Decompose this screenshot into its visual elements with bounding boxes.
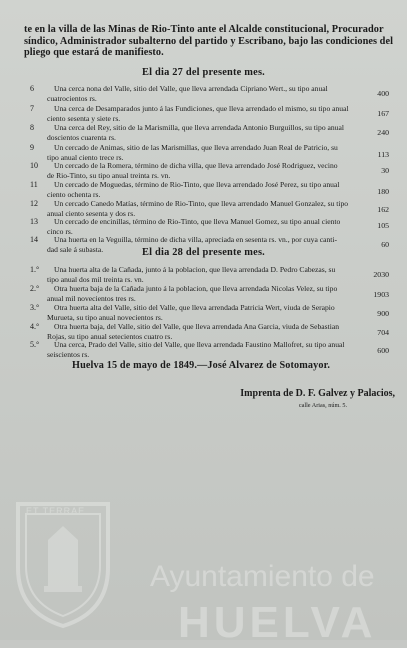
entry-number: 4.° [30,322,40,331]
entry-number: 12 [30,199,38,208]
entry-number: 11 [30,180,38,189]
entry-text [47,161,362,180]
list-item [0,265,407,284]
entry-text [47,143,362,162]
entry-text [47,303,362,322]
entry-text [47,123,362,142]
entry-number: 7 [30,104,34,113]
entry-amount: 113 [377,150,389,159]
header-line: síndico, Administrador subalterno del partido y Escribano, bajo las condiciones del [24,35,393,47]
entry-line: doscientos cuarenta rs. [47,132,116,142]
entry-amount: 60 [381,240,389,249]
list-item [0,123,407,143]
list-item [0,322,407,340]
entry-amount: 30 [381,166,389,175]
watermark-line-2: HUELVA [178,598,377,647]
entry-line: Una huerta alta de la Cañada, junto á la poblacion, que lleva arrendada D. Pedro Cabezas, su [54,265,336,274]
entry-amount: 167 [377,109,389,118]
entry-number: 13 [30,217,38,226]
entry-number: 14 [30,235,38,244]
entry-number: 1.° [30,265,40,274]
entry-line: Una cerca del Rey, sitio de la Marismilla, que lleva arrendada Antonio Burguillos, su tipo anual [54,123,344,132]
entry-line: de Rio-Tinto, su tipo anual treinta rs. vn. [47,170,171,180]
entries-day-27 [0,84,407,254]
entry-number: 9 [30,143,34,152]
signature-line: Huelva 15 de mayo de 1849.—José Alvarez de Sotomayor. [72,360,331,371]
entry-line: Una huerta en la Veguilla, término de dicha villa, apreciada en sesenta rs. vn., por cuya canti- [54,235,338,244]
entry-line: Otra huerta baja de la Cañada junto á la poblacion, que lleva arrendada Nicolas Velez, su tipo [54,284,338,293]
watermark-line-1: Ayuntamiento de [150,560,375,593]
entry-line: ciento ochenta rs. [47,189,101,199]
entry-number: 6 [30,84,34,93]
entry-text [47,180,362,199]
entry-amount: 180 [377,187,389,196]
entry-line: Otra huerta alta del Valle, sitio del Valle, que lleva arrendada Patricia Wert, viuda de Serapio [54,303,335,312]
entry-line: Una cerca de Desamparados junto á las Fundiciones, que lleva arrendado el mismo, su tipo anual [54,104,349,113]
list-item [0,284,407,303]
section-title-28: El dia 28 del presente mes. [142,247,265,258]
list-item [0,104,407,123]
entry-line: tipo anual ciento trece rs. [47,152,124,162]
entry-line: tipo anual dos mil treinta rs. vn. [47,274,144,284]
entry-amount: 240 [377,128,389,137]
entry-amount: 105 [377,221,389,230]
entry-line: Un cercado de encinillas, término de Rio-Tinto, que lleva Manuel Gomez, su tipo anual ciento [54,217,341,226]
entry-text [47,284,362,303]
entry-line: anual ciento sesenta y dos rs. [47,208,136,218]
entry-line: dad sale á subasta. [47,244,104,254]
entry-amount: 1903 [373,290,389,299]
header-line: te en la villa de las Minas de Rio-Tinto ante el Alcalde constitucional, Procurador [24,24,384,35]
entry-number: 2.° [30,284,40,293]
section-title-27: El dia 27 del presente mes. [142,67,265,78]
entry-line: Una cerca nona del Valle, sitio del Valle, que lleva arrendada Cipriano Wert., su tipo anual [54,84,328,93]
entry-amount: 162 [377,205,389,214]
entry-text [47,322,362,341]
watermark-motto: ET TERRAE [26,506,86,516]
entry-line: Un cercado de Moguedas, término de Rio-Tinto, que lleva arrendado José Perez, su tipo anual [54,180,340,189]
entry-text [47,265,362,284]
entry-line: seiscientos rs. [47,349,90,359]
entry-line: Un cercado de la Romera, término de dicha villa, que lleva arrendado José Rodriguez, vecino [54,161,338,170]
list-item [0,199,407,217]
entries-day-28 [0,265,407,359]
entry-text [47,84,362,103]
entry-amount: 600 [377,346,389,355]
entry-line: Rojas, su tipo anual setecientos cuatro rs. [47,331,173,341]
entry-line: Un cercado de Animas, sitio de las Marismillas, que lleva arrendado Juan Real de Patricio, su [54,143,338,152]
watermark [0,480,407,647]
entry-text [47,340,362,359]
list-item [0,217,407,235]
entry-line: cinco rs. [47,226,73,236]
header-line: pliego que estará de manifiesto. [24,47,164,59]
entry-text [47,199,362,218]
entry-line: cuatrocientos rs. [47,93,97,103]
printer-imprint: Imprenta de D. F. Galvez y Palacios, [240,388,395,399]
printer-address: calle Arias, núm. 5. [298,402,347,409]
list-item [0,84,407,104]
entry-number: 5.° [30,340,40,349]
list-item [0,143,407,161]
entry-text [47,217,362,236]
entry-number: 10 [30,161,38,170]
header-paragraph [24,24,396,59]
list-item [0,161,407,180]
entry-text [47,104,362,123]
entry-line: Una cerca, Prado del Valle, sitio del Valle, que lleva arrendada Faustino Mallofret, su tipo anual [54,340,345,349]
entry-line: anual mil novecientos tres rs. [47,293,136,303]
list-item [0,340,407,359]
entry-number: 3.° [30,303,40,312]
entry-line: ciento sesenta y siete rs. [47,113,121,123]
list-item [0,180,407,199]
entry-amount: 900 [377,309,389,318]
entry-number: 8 [30,123,34,132]
entry-line: Un cercado Canedo Matías, término de Rio-Tinto, que lleva arrendado Manuel Gonzalez, su tipo [54,199,349,208]
entry-line: Murueta, su tipo anual novecientos rs. [47,312,163,322]
entry-amount: 400 [377,89,389,98]
list-item [0,303,407,322]
entry-amount: 704 [377,328,389,337]
entry-line: Otra huerta baja, del Valle, sitio del Valle, que lleva arrendada Ana Garcia, viuda de Sebastian [54,322,340,331]
entry-amount: 2030 [373,270,389,279]
